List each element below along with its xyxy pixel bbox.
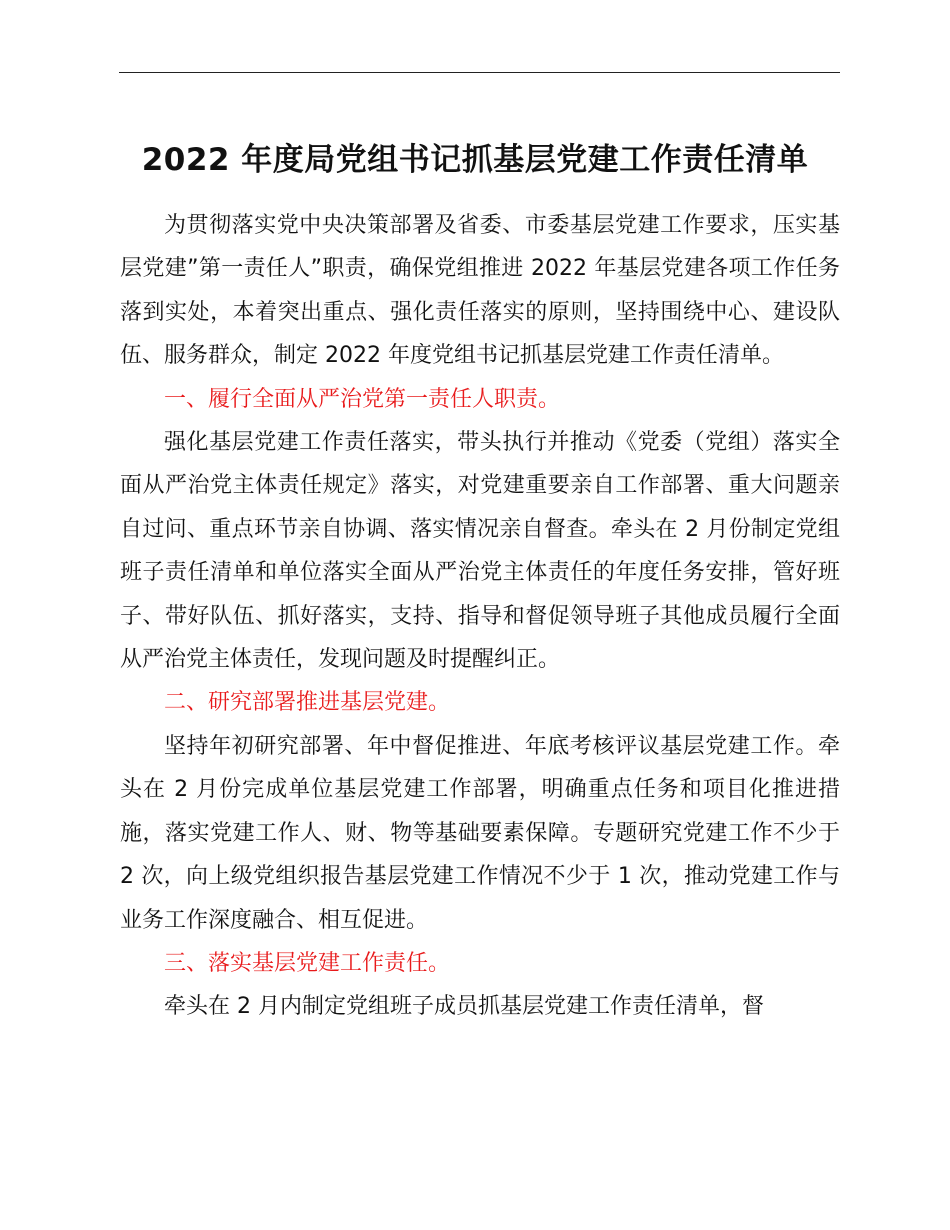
document-title: 2022 年度局党组书记抓基层党建工作责任清单: [141, 142, 809, 178]
intro-paragraph: 为贯彻落实党中央决策部署及省委、市委基层党建工作要求，压实基层党建”第一责任人”职责，确保党组推进 2022 年基层党建各项工作任务落到实处，本着突出重点、强化责任落实的原则，坚持围绕中心、建设队伍、服务群众，制定 2022 年度党组书记抓基层党建工作责任清单。: [120, 213, 840, 369]
section-heading-1: 一、履行全面从严治党第一责任人职责。: [164, 386, 561, 412]
section-body-3: 牵头在 2 月内制定党组班子成员抓基层党建工作责任清单，督: [164, 994, 764, 1020]
section-heading-3: 三、落实基层党建工作责任。: [164, 950, 451, 976]
header-rule: [119, 72, 840, 73]
section-body-2: 坚持年初研究部署、年中督促推进、年底考核评议基层党建工作。牵头在 2 月份完成单位基层党建工作部署，明确重点任务和项目化推进措施，落实党建工作人、财、物等基础要素保障。专题研究党建工作不少于 2 次，向上级党组织报告基层党建工作情况不少于 1 次，推动党建工作与业务工作深度融合、相互促进。: [120, 733, 840, 933]
document-body: [120, 204, 840, 1029]
section-body-1: 强化基层党建工作责任落实，带头执行并推动《党委（党组）落实全面从严治党主体责任规定》落实，对党建重要亲自工作部署、重大问题亲自过问、重点环节亲自协调、落实情况亲自督查。牵头在 2 月份制定党组班子责任清单和单位落实全面从严治党主体责任的年度任务安排，管好班子、带好队伍、抓好落实，支持、指导和督促领导班子其他成员履行全面从严治党主体责任，发现问题及时提醒纠正。: [120, 430, 840, 673]
section-heading-2: 二、研究部署推进基层党建。: [164, 690, 451, 716]
